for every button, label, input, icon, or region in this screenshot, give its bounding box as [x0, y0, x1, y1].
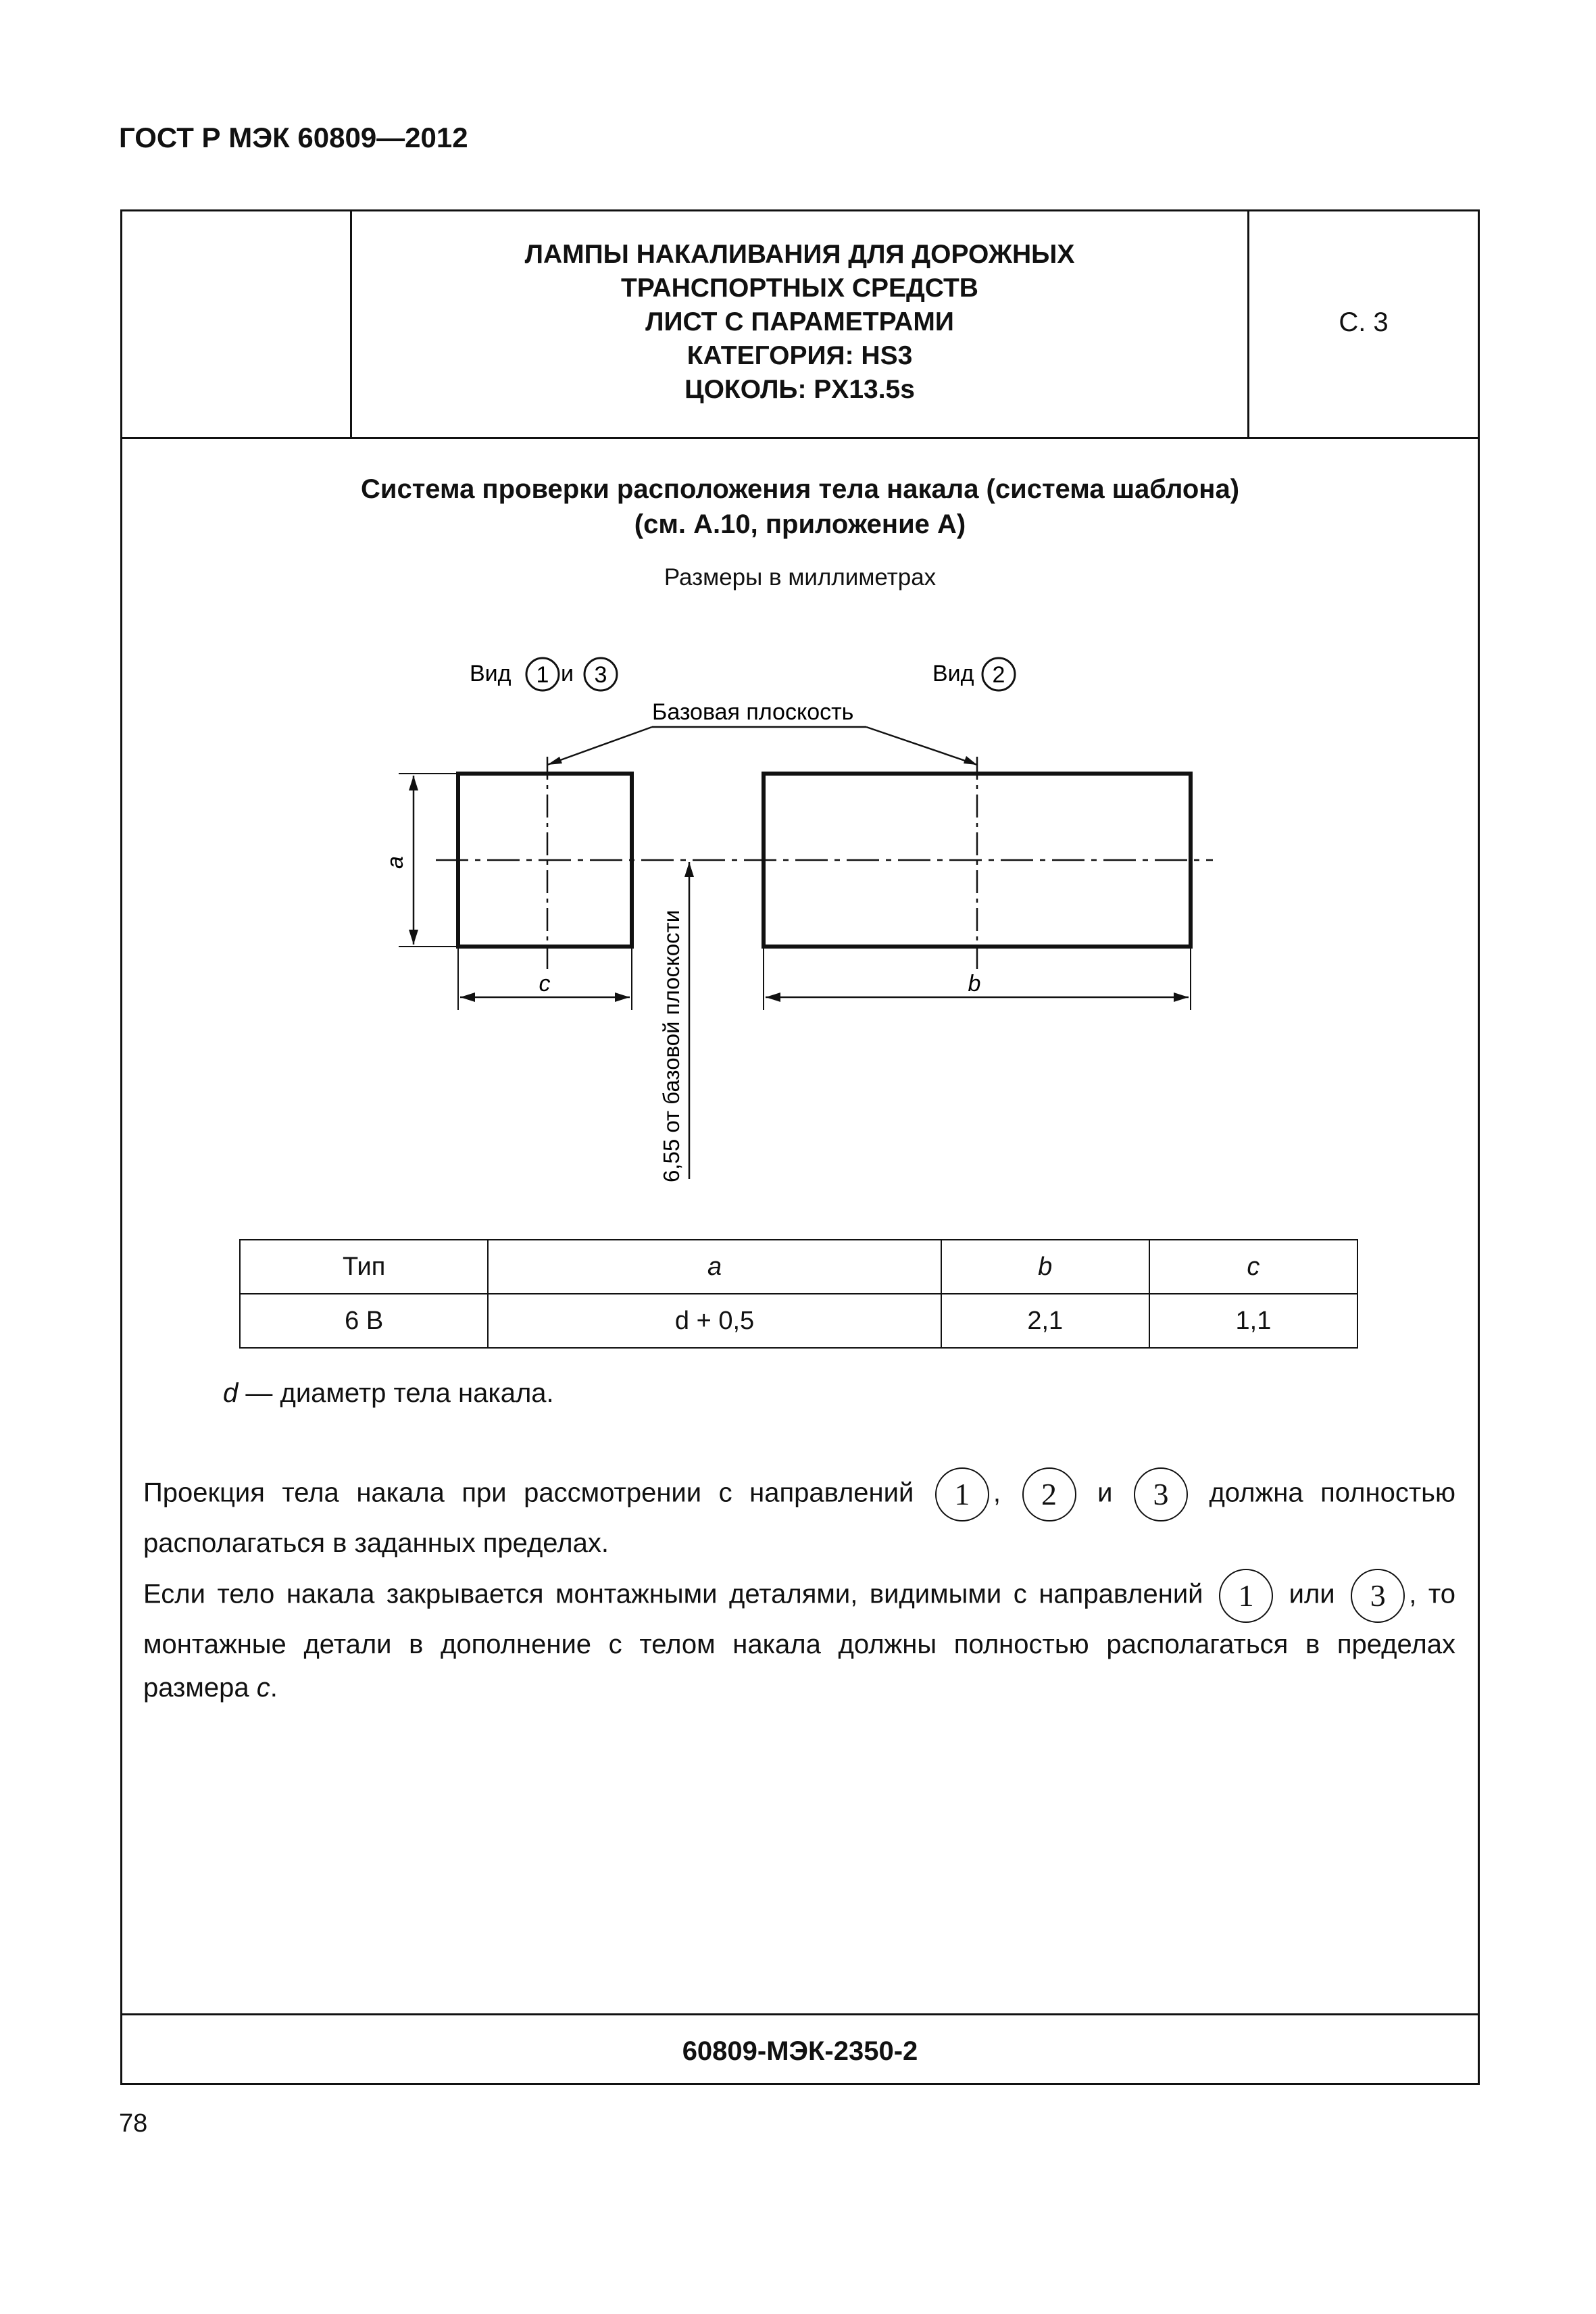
- dim-c-arrow-left: [460, 992, 475, 1002]
- offset-dim-label: 6,55 от базовой плоскости: [659, 909, 684, 1182]
- sheet-title-line: ЦОКОЛЬ: PX13.5s: [684, 375, 915, 404]
- reference-leader-right: [866, 727, 977, 765]
- dim-a-arrow-bottom: [409, 930, 418, 945]
- dimensions-note: Размеры в миллиметрах: [664, 564, 937, 590]
- parameters-table: [239, 1239, 1358, 1349]
- table-cell: 2,1: [941, 1294, 1149, 1348]
- direction-3-badge: 3: [1351, 1569, 1405, 1623]
- sheet-page-label: С. 3: [1339, 307, 1389, 337]
- direction-3-badge: 3: [1134, 1467, 1188, 1521]
- paragraph-text: , то монтажные детали в дополнение с телом накала должны полностью располагаться в пределах размера: [143, 1579, 1455, 1703]
- direction-2-badge: 2: [1022, 1467, 1076, 1521]
- dim-c-arrow-right: [615, 992, 630, 1002]
- size-symbol: c: [256, 1673, 270, 1703]
- view-2-prefix: Вид: [932, 661, 974, 686]
- dim-a-label: a: [382, 856, 408, 869]
- table-header-cell: Тип: [240, 1240, 488, 1294]
- paragraph-text: должна полностью располагаться в заданных пределах.: [143, 1478, 1455, 1558]
- sheet-title-line: ЛАМПЫ НАКАЛИВАНИЯ ДЛЯ ДОРОЖНЫХ: [524, 240, 1075, 269]
- separator: и: [1097, 1478, 1113, 1508]
- reference-arrow-right: [964, 756, 977, 765]
- section-title-line1: Система проверки расположения тела накала (система шаблона): [360, 474, 1240, 504]
- dim-b-label: b: [968, 971, 981, 997]
- separator: ,: [993, 1478, 1001, 1508]
- sheet-title: [352, 238, 1247, 407]
- table-cell: 1,1: [1149, 1294, 1357, 1348]
- separator: или: [1289, 1579, 1335, 1609]
- dim-b-arrow-right: [1174, 992, 1189, 1002]
- view-13-and: и: [561, 661, 574, 686]
- view-3-number: 3: [594, 662, 607, 688]
- table-header-cell: a: [488, 1240, 941, 1294]
- view-1-number: 1: [536, 662, 549, 688]
- footnote: [223, 1378, 554, 1409]
- direction-1-badge: 1: [935, 1467, 989, 1521]
- table-row: [240, 1294, 1357, 1348]
- table-cell: 6 В: [240, 1294, 488, 1348]
- paragraph-end: .: [270, 1673, 278, 1703]
- filament-gauge-diagram: [378, 649, 1257, 1189]
- view-2-number: 2: [992, 662, 1005, 688]
- page-number: 78: [119, 2109, 148, 2138]
- reference-leader-left: [547, 727, 652, 765]
- table-header-cell: c: [1149, 1240, 1357, 1294]
- section-title-line2: (см. А.10, приложение А): [634, 509, 966, 539]
- footnote-symbol: d: [223, 1378, 239, 1408]
- sheet-title-line: ЛИСТ С ПАРАМЕТРАМИ: [645, 307, 954, 336]
- standard-code: ГОСТ Р МЭК 60809—2012: [119, 122, 468, 153]
- paragraph-mounting: [143, 1569, 1455, 1709]
- sheet-title-line: КАТЕГОРИЯ: HS3: [687, 341, 913, 370]
- offset-dim-arrow: [684, 862, 694, 877]
- direction-1-badge: 1: [1219, 1569, 1273, 1623]
- dim-b-arrow-left: [766, 992, 780, 1002]
- dim-c-label: c: [539, 971, 551, 997]
- footer-divider: [120, 2013, 1480, 2015]
- footnote-text: — диаметр тела накала.: [238, 1378, 554, 1408]
- paragraph-text: Если тело накала закрывается монтажными деталями, видимыми с направлений: [143, 1579, 1203, 1609]
- header-divider: [120, 437, 1480, 439]
- section-title: [122, 472, 1478, 542]
- paragraph-text: Проекция тела накала при рассмотрении с направлений: [143, 1478, 914, 1508]
- table-header-row: [240, 1240, 1357, 1294]
- sheet-title-line: ТРАНСПОРТНЫХ СРЕДСТВ: [621, 274, 978, 303]
- reference-plane-label: Базовая плоскость: [652, 699, 854, 725]
- dim-a-arrow-top: [409, 776, 418, 790]
- reference-arrow-left: [547, 757, 562, 765]
- paragraph-projection: [143, 1467, 1455, 1565]
- table-cell: d + 0,5: [488, 1294, 941, 1348]
- sheet-code: 60809-МЭК-2350-2: [682, 2036, 918, 2066]
- view-13-prefix: Вид: [470, 661, 512, 686]
- table-header-cell: b: [941, 1240, 1149, 1294]
